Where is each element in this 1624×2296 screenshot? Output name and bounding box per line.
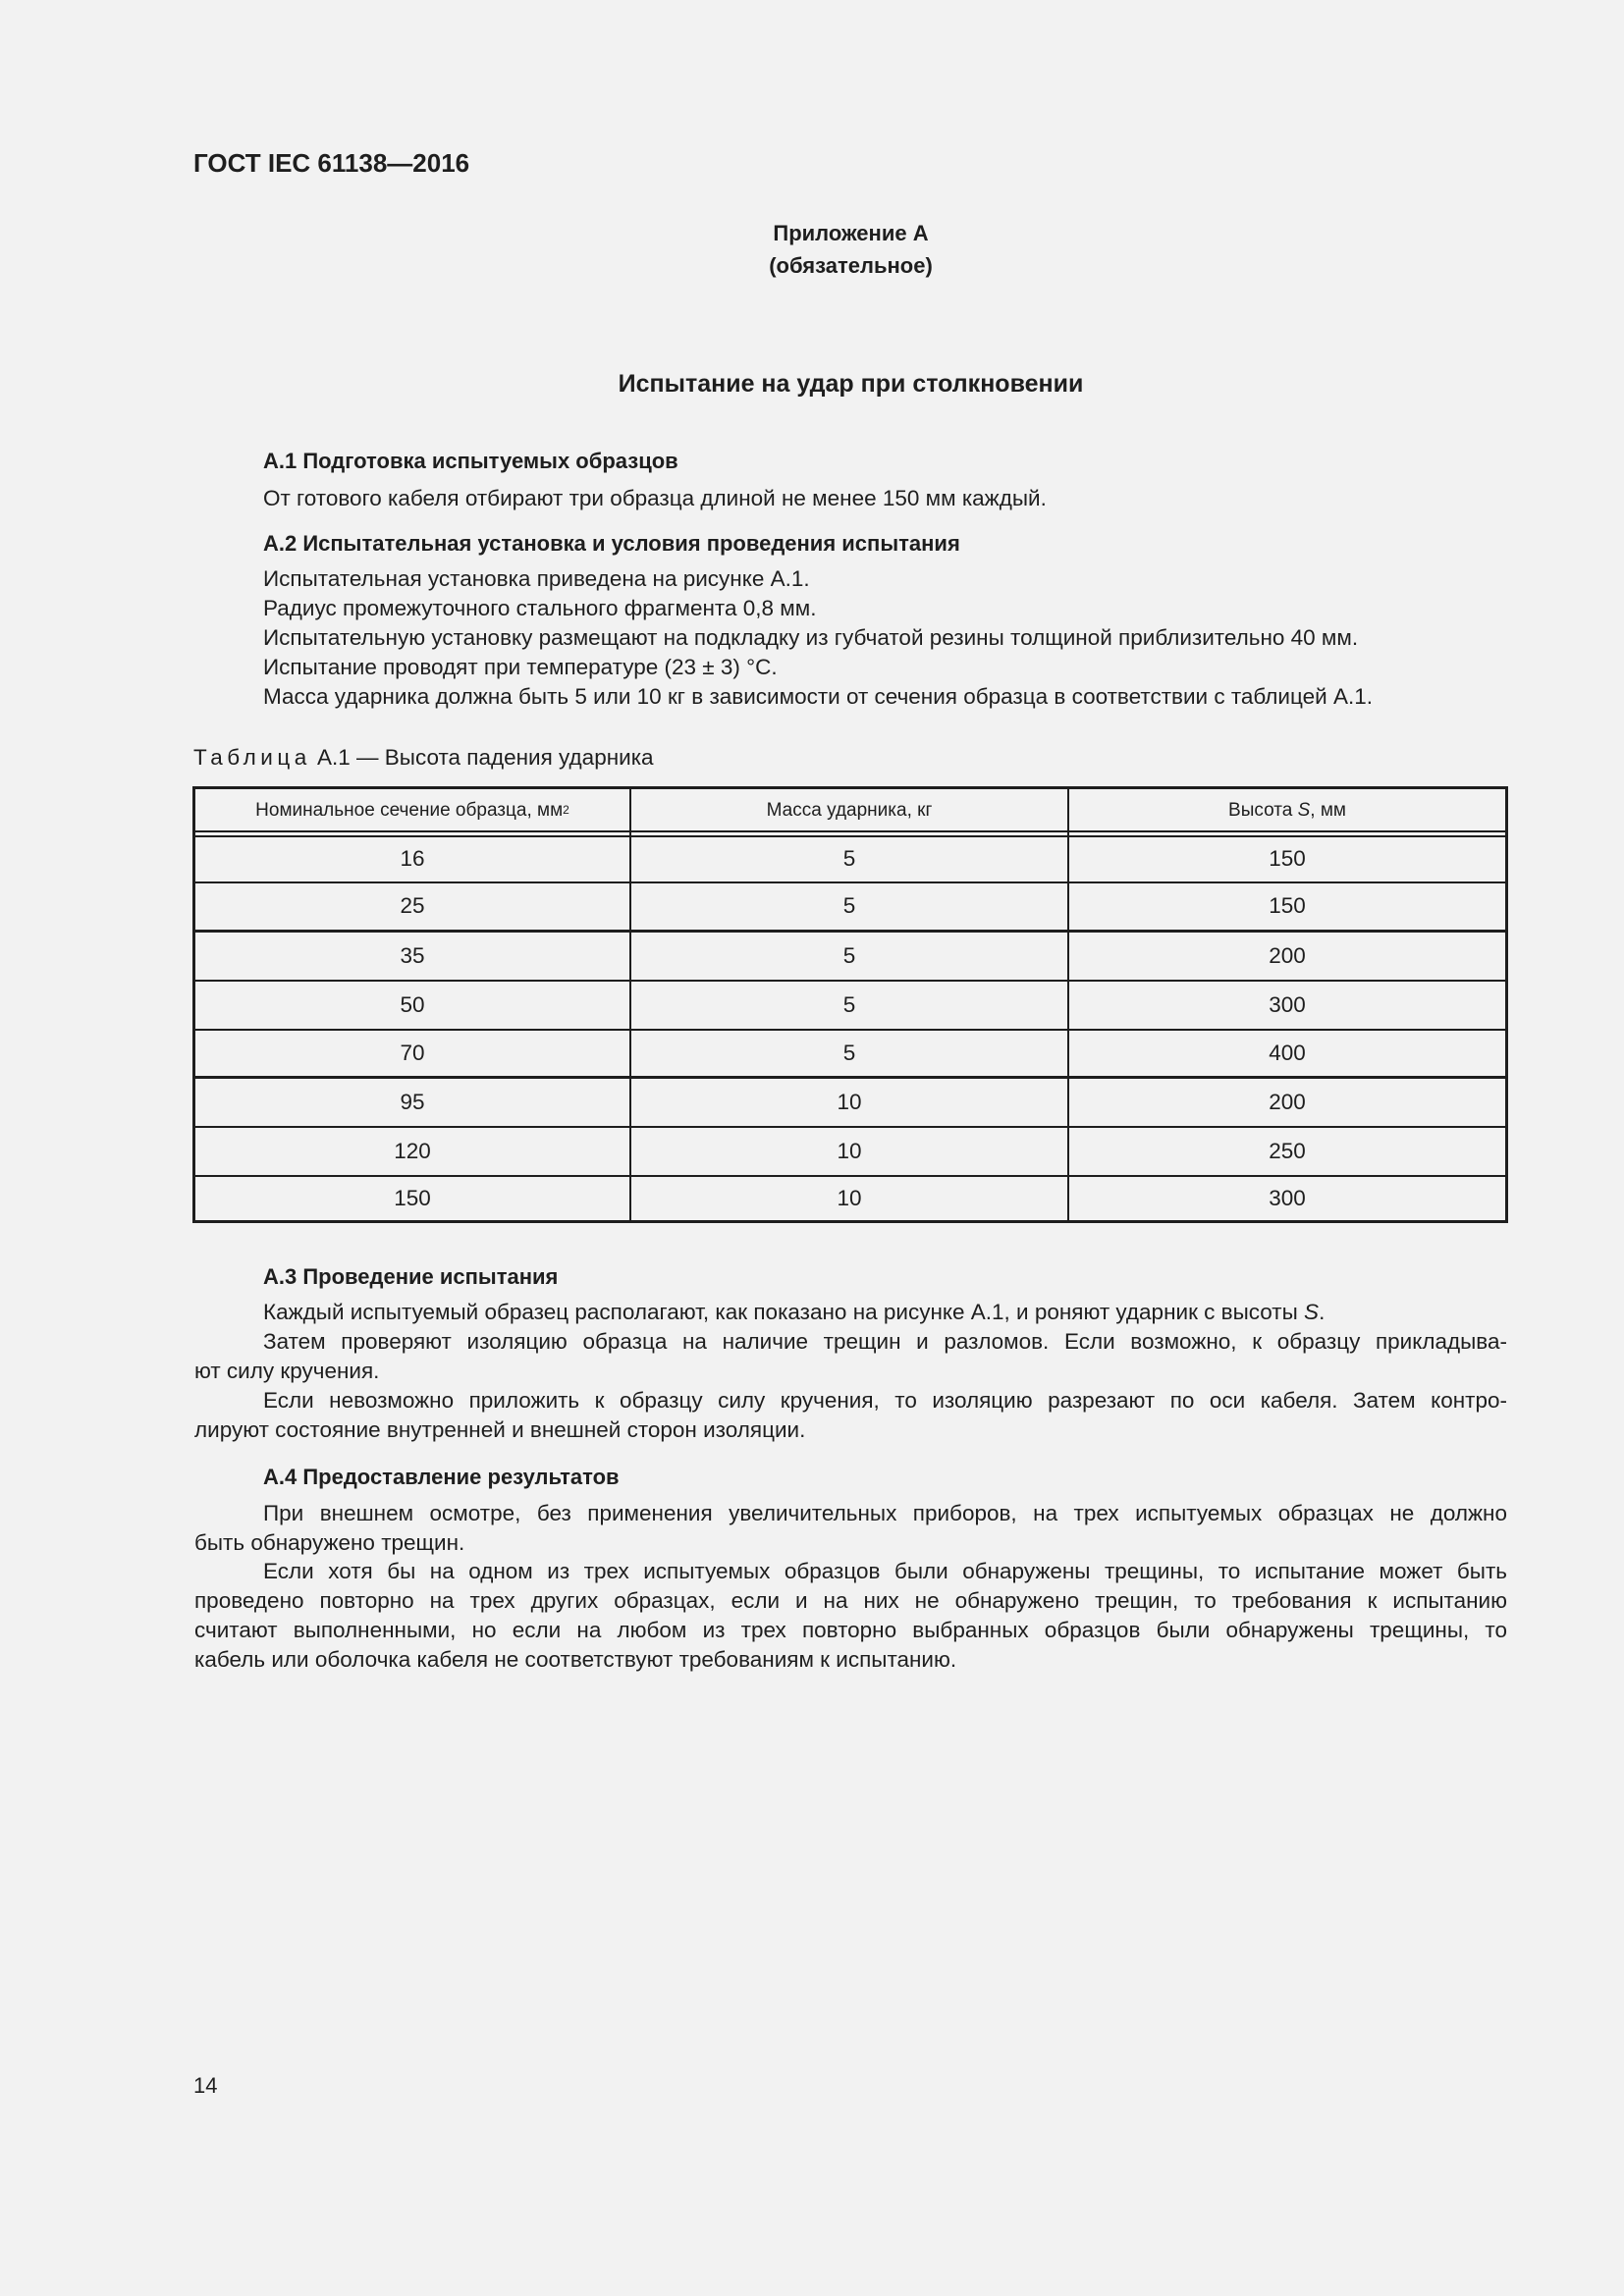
cross-section-cell: 95 — [400, 1089, 425, 1114]
cross-section-cell: 35 — [400, 942, 425, 968]
paragraph-line — [263, 1300, 1325, 1325]
drop-height-cell: 150 — [1269, 893, 1306, 919]
striker-mass-cell: 5 — [842, 991, 856, 1017]
header-cell-cross-section — [195, 789, 629, 830]
drop-height-cell: 400 — [1269, 1040, 1306, 1065]
section-a3-heading: А.3 Проведение испытания — [263, 1264, 559, 1289]
drop-height-cell: 200 — [1269, 1089, 1306, 1114]
striker-mass-cell: 10 — [837, 1186, 862, 1211]
cross-section-cell: 70 — [400, 1040, 425, 1065]
cross-section-cell: 16 — [400, 846, 425, 872]
striker-mass-cell: 5 — [842, 846, 856, 872]
paragraph-line: лируют состояние внутренней и внешней сторон изоляции. — [194, 1417, 806, 1442]
document-code: ГОСТ IEC 61138—2016 — [193, 148, 470, 178]
drop-height-cell: 200 — [1269, 942, 1306, 968]
header-superscript: 2 — [563, 803, 569, 817]
cross-section-cell: 150 — [394, 1186, 431, 1211]
striker-mass-cell: 5 — [842, 1040, 856, 1065]
paragraph-line: Испытание проводят при температуре (23 ± 3) °С. — [263, 655, 778, 679]
striker-mass-cell: 5 — [842, 942, 856, 968]
paragraph-line: Если хотя бы на одном из трех испытуемых образцов были обнаружены трещины, то испытание может быть — [263, 1559, 1507, 1583]
section-a2-heading: А.2 Испытательная установка и условия проведения испытания — [263, 531, 960, 556]
header-text: Высота — [1228, 799, 1298, 821]
paragraph-line: Радиус промежуточного стального фрагмента 0,8 мм. — [263, 596, 817, 620]
variable-s: S — [1304, 1300, 1320, 1324]
paragraph-line: Затем проверяют изоляцию образца на наличие трещин и разломов. Если возможно, к образцу прикладыва- — [263, 1329, 1507, 1354]
header-cell-height — [1069, 789, 1505, 830]
paragraph-line: ют силу кручения. — [194, 1359, 380, 1383]
cross-section-cell: 120 — [394, 1138, 431, 1163]
section-a1-heading: А.1 Подготовка испытуемых образцов — [263, 449, 678, 473]
paragraph-line: При внешнем осмотре, без применения увеличительных приборов, на трех испытуемых образцах не должно — [263, 1501, 1507, 1525]
header-text: , мм — [1310, 799, 1346, 821]
cross-section-cell: 25 — [400, 893, 425, 919]
paragraph-line: проведено повторно на трех других образцах, если и на них не обнаружено трещин, то требования к испытанию — [194, 1588, 1507, 1613]
drop-height-table — [192, 786, 1508, 1223]
paragraph-line: Испытательная установка приведена на рисунке А.1. — [263, 566, 810, 591]
table-caption-prefix: Таблица — [193, 745, 311, 770]
header-text: Номинальное сечение образца, мм — [255, 799, 564, 821]
table-caption — [193, 745, 654, 771]
paragraph-text: . — [1319, 1300, 1326, 1324]
paragraph-line: быть обнаружено трещин. — [194, 1530, 465, 1555]
drop-height-cell: 300 — [1269, 991, 1306, 1017]
drop-height-cell: 300 — [1269, 1186, 1306, 1211]
paragraph-line: От готового кабеля отбирают три образца длиной не менее 150 мм каждый. — [263, 486, 1047, 510]
paragraph-line: Масса ударника должна быть 5 или 10 кг в зависимости от сечения образца в соответствии с таблицей А.1. — [263, 684, 1373, 709]
page-number: 14 — [193, 2073, 218, 2098]
striker-mass-cell: 5 — [842, 893, 856, 919]
striker-mass-cell: 10 — [837, 1138, 862, 1163]
section-a4-heading: А.4 Предоставление результатов — [263, 1465, 620, 1489]
header-text: Масса ударника, кг — [766, 799, 933, 821]
paragraph-line: считают выполненными, но если на любом из трех повторно выбранных образцов были обнаружены трещины, то — [194, 1618, 1507, 1642]
header-variable: S — [1297, 799, 1311, 821]
header-cell-striker-mass — [631, 789, 1067, 830]
annex-status: (обязательное) — [769, 253, 933, 278]
drop-height-cell: 150 — [1269, 846, 1306, 872]
paragraph-text: Каждый испытуемый образец располагают, как показано на рисунке А.1, и роняют ударник с высоты — [263, 1300, 1305, 1324]
header-separator — [195, 830, 1505, 832]
annex-heading: Испытание на удар при столкновении — [618, 370, 1084, 398]
drop-height-cell: 250 — [1269, 1138, 1306, 1163]
striker-mass-cell: 10 — [837, 1089, 862, 1114]
paragraph-line: Если невозможно приложить к образцу силу кручения, то изоляцию разрезают по оси кабеля. Затем контро- — [263, 1388, 1507, 1413]
paragraph-line: Испытательную установку размещают на подкладку из губчатой резины толщиной приблизительно 40 мм. — [263, 625, 1359, 650]
paragraph-line: кабель или оболочка кабеля не соответствуют требованиям к испытанию. — [194, 1647, 957, 1672]
table-caption-title: А.1 — Высота падения ударника — [310, 745, 654, 770]
annex-title: Приложение А — [773, 221, 929, 245]
cross-section-cell: 50 — [400, 991, 425, 1017]
